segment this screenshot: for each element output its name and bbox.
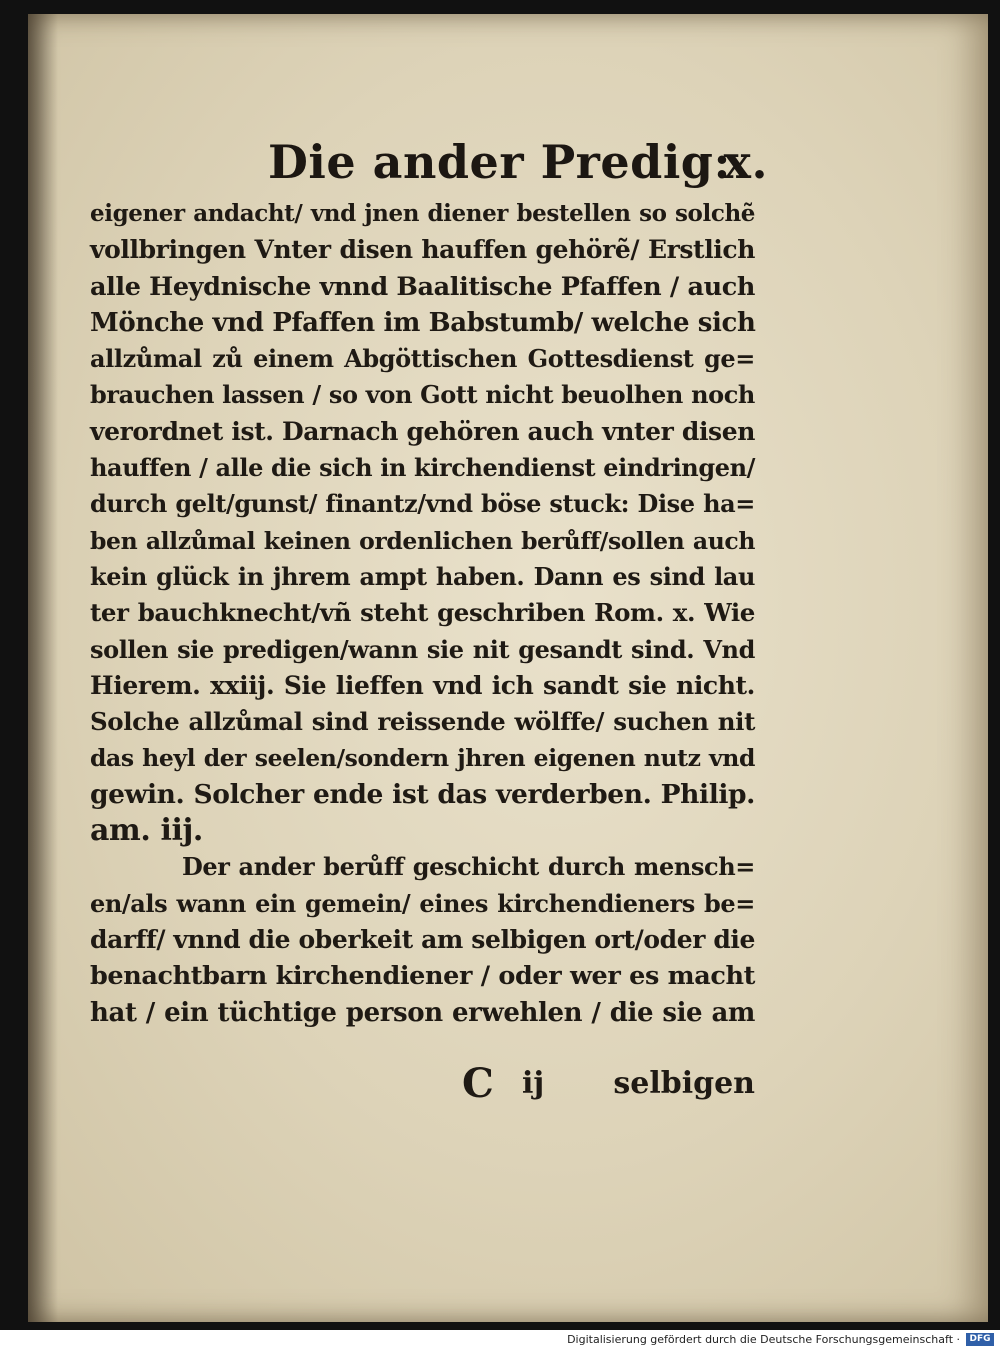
text-line: brauchen lassen / so von Gott nicht beuolhen noch [90, 380, 755, 410]
text-line: durch gelt/gunst/ finantz/vnd böse stuck: Dise ha= [90, 489, 755, 519]
header-title: Die ander Predig: [268, 135, 731, 189]
signature-mark-letter: C [462, 1060, 494, 1107]
text-line: en/als wann ein gemein/ eines kirchendieners be= [90, 888, 755, 918]
text-line: Solche allzůmal sind reissende wölffe/ suchen nit [90, 707, 755, 737]
text-line: darff/ vnnd die oberkeit am selbigen ort/oder die [90, 924, 755, 954]
text-line: am. iij. [90, 813, 203, 849]
credit-text: Digitalisierung gefördert durch die Deutsche Forschungsgemeinschaft · [567, 1333, 960, 1346]
text-line: vollbringen Vnter disen hauffen gehörẽ/ Erstlich [90, 235, 755, 265]
page-footer [90, 1062, 755, 1106]
text-line: hauffen / alle die sich in kirchendienst eindringen/ [90, 453, 755, 483]
text-line: Mönche vnd Pfaffen im Babstumb/ welche sich [90, 307, 756, 338]
text-line: hat / ein tüchtige person erwehlen / die sie am [90, 997, 755, 1028]
page-body [90, 196, 755, 1031]
page-gutter-shadow [28, 14, 58, 1322]
text-line: verordnet ist. Darnach gehören auch vnter disen [90, 416, 755, 446]
text-line: kein glück in jhrem ampt haben. Dann es sind lau [90, 561, 755, 591]
paragraph-start-line: Der ander berůff geschicht durch mensch= [182, 852, 755, 882]
folio-number: x. [723, 135, 768, 189]
text-line: benachtbarn kirchendiener / oder wer es macht [90, 961, 755, 992]
dfg-logo-icon: DFG [966, 1333, 994, 1346]
text-line: gewin. Solcher ende ist das verderben. Philip. [90, 778, 755, 810]
text-line: ben allzůmal keinen ordenlichen berůff/sollen auch [90, 526, 755, 555]
signature-mark-number: ij [522, 1066, 545, 1101]
text-line: das heyl der seelen/sondern jhren eigenen nutz vnd [90, 744, 755, 773]
text-line: eigener andacht/ vnd jnen diener bestellen so solchẽ [90, 200, 755, 227]
credit-bar [0, 1330, 1000, 1350]
running-header [268, 135, 768, 191]
text-line: sollen sie predigen/wann sie nit gesandt sind. Vnd [90, 634, 755, 664]
text-line: ter bauchknecht/vñ steht geschriben Rom. x. Wie [90, 598, 755, 628]
text-line: Hierem. xxiij. Sie lieffen vnd ich sandt sie nicht. [90, 670, 755, 700]
text-line: allzůmal zů einem Abgöttischen Gottesdienst ge= [90, 344, 755, 374]
text-line: alle Heydnische vnnd Baalitische Pfaffen / auch [90, 271, 755, 302]
catchword: selbigen [613, 1066, 755, 1101]
